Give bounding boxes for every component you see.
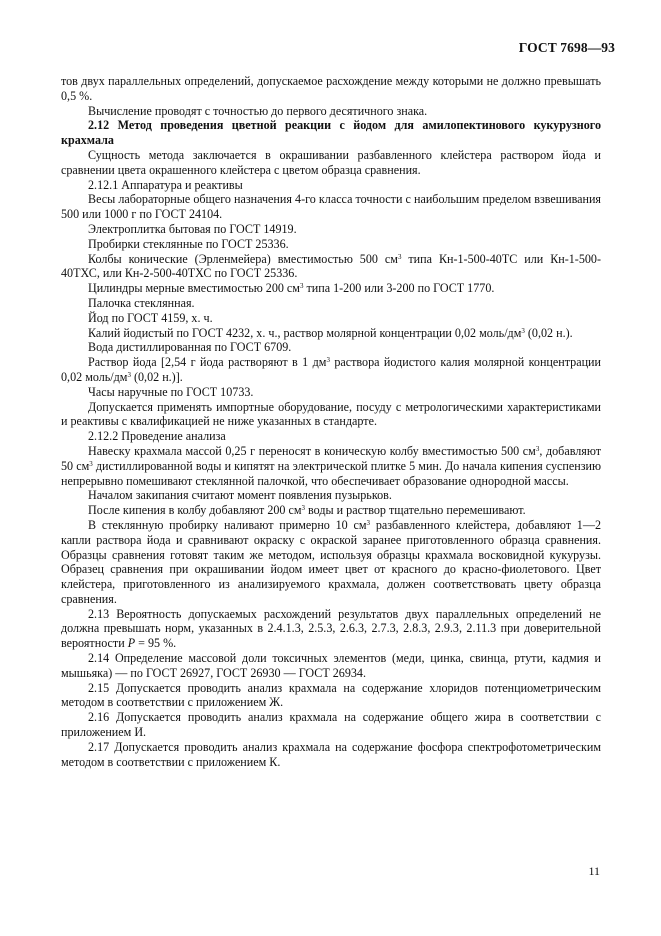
paragraph: Электроплитка бытовая по ГОСТ 14919.	[88, 221, 297, 236]
paragraph: тов двух параллельных определений, допускаемое расхождение между которыми не должно превышать 0,5 %.	[61, 74, 601, 103]
paragraph: Началом закипания считают момент появления пузырьков.	[88, 488, 392, 503]
paragraph: Часы наручные по ГОСТ 10733.	[88, 384, 254, 399]
text-run: типа 1-200 или 3-200 по ГОСТ 1770.	[303, 281, 495, 296]
page-number: 11	[588, 864, 600, 878]
paragraph	[61, 607, 601, 651]
paragraph: Допускается применять импортные оборудование, посуду с метрологическими характеристиками и реактивы с квалификацией не ниже указанных в стандарте.	[61, 399, 601, 429]
text-run: (0,02 н.)].	[130, 369, 183, 384]
text-run: воды и раствор тщательно перемешивают.	[305, 503, 526, 518]
text-run: , добавляют 50 см	[61, 443, 601, 473]
document-header: ГОСТ 7698—93	[518, 40, 615, 55]
text-run: дистиллированной воды и кипятят на электрической плитке 5 мин. До начала кипения суспензию непрерывно помешивают стеклянной палочкой, что обеспечивает образование однородной массы.	[61, 458, 602, 488]
paragraph: Палочка стеклянная.	[88, 295, 195, 310]
superscript: 3	[301, 504, 306, 513]
paragraph: 2.16 Допускается проводить анализ крахмала на содержание общего жира в соответствии с приложением И.	[61, 710, 601, 740]
superscript: 3	[127, 370, 131, 379]
math-variable: P	[127, 636, 136, 651]
superscript: 3	[299, 282, 304, 291]
text-run: раствора йодистого калия молярной концентрации 0,02 моль/дм	[61, 355, 601, 384]
text-run: В стеклянную пробирку наливают примерно 10 см	[88, 517, 367, 532]
text-run: 2.13 Вероятность допускаемых расхождений результатов двух параллельных определений не должна превышать норм, указанных в 2.4.1.3, 2.5.3, 2.6.3, 2.7.3, 2.8.3, 2.9.3, 2.11.3 при доверительной вероятности	[61, 606, 601, 651]
superscript: 3	[535, 444, 540, 453]
text-run: типа Кн-1-500-40ТС или Кн-1-500-40ТХС, или Кн-2-500-40ТХС по ГОСТ 25336.	[61, 251, 601, 281]
paragraph	[61, 518, 601, 607]
paragraph	[61, 281, 601, 296]
subsection-heading: 2.12.1 Аппаратура и реактивы	[88, 177, 243, 192]
paragraph	[61, 444, 601, 488]
text-run: Цилиндры мерные вместимостью 200 см	[88, 281, 300, 296]
superscript: 3	[89, 459, 93, 468]
text-run: = 95 %.	[135, 636, 177, 651]
paragraph	[61, 252, 601, 282]
document-body	[61, 74, 601, 769]
paragraph: Пробирки стеклянные по ГОСТ 25336.	[88, 236, 289, 251]
superscript: 3	[397, 252, 402, 261]
text-run: Калий йодистый по ГОСТ 4232, х. ч., раствор молярной концентрации 0,02 моль/дм	[88, 325, 522, 340]
section-heading: 2.12 Метод проведения цветной реакции с йодом для амилопектинового кукурузного крахмала	[61, 118, 601, 148]
paragraph: 2.15 Допускается проводить анализ крахмала на содержание хлоридов потенциометрическим методом в соответствии с приложением Ж.	[61, 680, 601, 710]
paragraph: Сущность метода заключается в окрашивании разбавленного клейстера раствором йода и сравнении цвета окрашенного клейстера с цветом образца сравнения.	[61, 147, 601, 177]
text-run: разбавленного клейстера, добавляют 1—2 капли раствора йода и сравнивают окраску с окраской заранее приготовленного образца сравнения. Образцы сравнения готовят таким же методом, используя образцы крахмала восковидной кукурузы. Образец сравнения при окрашивании йодом имеет цвет от красного до красно-фиолетового. Цвет клейстера, приготовленного из анализируемого крахмала, должен соответствовать цвету образца сравнения.	[61, 517, 601, 606]
text-run: (0,02 н.).	[524, 325, 573, 340]
paragraph: 2.14 Определение массовой доли токсичных элементов (меди, цинка, свинца, ртути, кадмия и мышьяка) — по ГОСТ 26927, ГОСТ 26930 — ГОСТ 26934.	[61, 651, 601, 680]
text-run: Навеску крахмала массой 0,25 г переносят в коническую колбу вместимостью 500 см	[88, 443, 536, 458]
subsection-heading: 2.12.2 Проведение анализа	[88, 429, 226, 444]
superscript: 3	[366, 518, 371, 527]
text-run: После кипения в колбу добавляют 200 см	[88, 503, 302, 518]
paragraph: 2.17 Допускается проводить анализ крахмала на содержание фосфора спектрофотометрическим методом в соответствии с приложением К.	[61, 739, 601, 769]
superscript: 3	[521, 326, 525, 335]
paragraph: Весы лабораторные общего назначения 4-го класса точности с наибольшим пределом взвешивания 500 или 1000 г по ГОСТ 24104.	[61, 192, 601, 222]
paragraph: Вода дистиллированная по ГОСТ 6709.	[88, 340, 292, 355]
text-run: Колбы конические (Эрленмейера) вместимостью 500 см	[88, 251, 398, 266]
paragraph	[61, 326, 601, 341]
text-run: Раствор йода [2,54 г йода растворяют в 1 дм	[88, 355, 327, 370]
paragraph	[61, 503, 601, 518]
superscript: 3	[326, 356, 330, 365]
paragraph: Йод по ГОСТ 4159, х. ч.	[88, 310, 213, 325]
paragraph	[61, 355, 601, 385]
paragraph: Вычисление проводят с точностью до первого десятичного знака.	[88, 103, 428, 118]
